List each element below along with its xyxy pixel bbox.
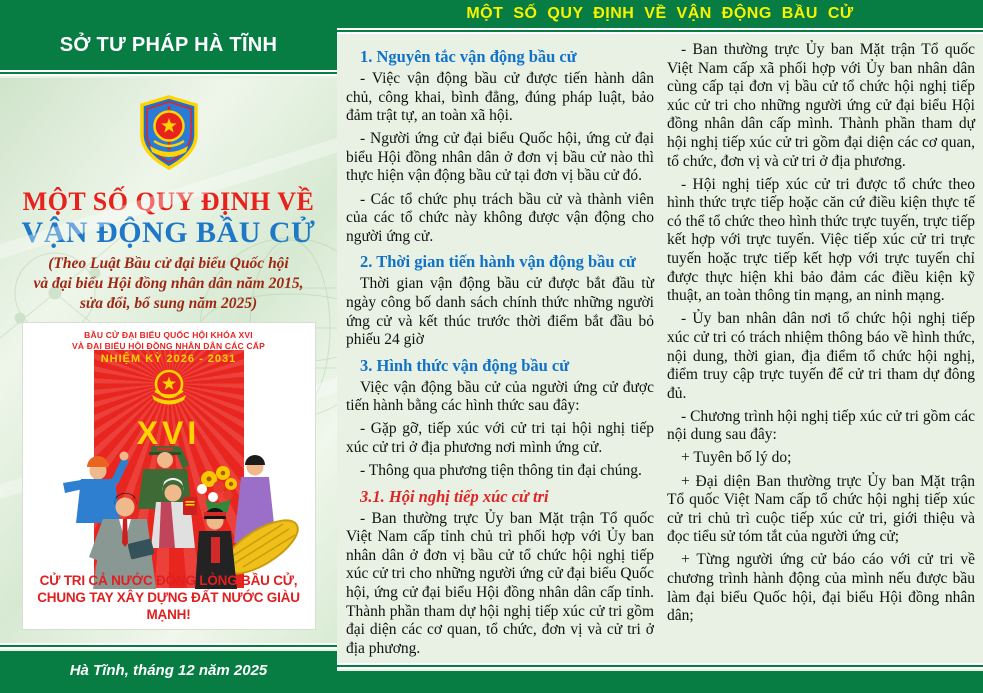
paragraph: - Ủy ban nhân dân nơi tổ chức hội nghị tiếp xúc cử tri có trách nhiệm thông báo về hình thức, nội dung, thời gian, địa điểm tổ chức hội nghị, điểm truy cập trực tuyến để cử tri tham dự đông đủ.: [667, 310, 975, 402]
poster-slogan-line1: CỬ TRI CẢ NƯỚC ĐỒNG LÒNG BẦU CỬ,: [39, 573, 298, 589]
national-assembly-emblem-icon: [145, 367, 193, 413]
paragraph: - Ban thường trực Ủy ban Mặt trận Tổ quốc Việt Nam cấp xã phối hợp với Ủy ban nhân dân cùng cấp tại đơn vị bầu cử tổ chức hội nghị tiếp xúc cử tri cho những người ứng cử đại biểu Hội đồng nhân dân cấp mình. Thành phần tham dự hội nghị tiếp xúc cử tri gồm đại diện các cơ quan, tổ chức, đơn vị và cử tri ở địa phương.: [667, 41, 975, 170]
paragraph: Việc vận động bầu cử của người ứng cử được tiến hành bằng các hình thức sau đây:: [346, 378, 654, 415]
paragraph: - Việc vận động bầu cử được tiến hành dân chủ, công khai, bình đẳng, đúng pháp luật, bảo đảm trật tự, an toàn xã hội.: [346, 70, 654, 125]
paragraph: - Người ứng cử đại biểu Quốc hội, ứng cử đại biểu Hội đồng nhân dân ở đơn vị bầu cử nào thì thực hiện vận động bầu cử tại đơn vị bầu cử đó.: [346, 130, 654, 185]
paragraph: - Thông qua phương tiện thông tin đại chúng.: [360, 462, 642, 480]
poster-header-text: [23, 323, 315, 351]
poster-header-line1: BẦU CỬ ĐẠI BIỂU QUỐC HỘI KHÓA XVI: [84, 329, 253, 340]
right-column: [667, 41, 975, 663]
section-3-heading: 3. Hình thức vận động bầu cử: [360, 355, 570, 375]
paragraph: - Ban thường trực Ủy ban Mặt trận Tổ quốc Việt Nam cấp tỉnh chủ trì phối hợp với Ủy ban nhân dân ở đơn vị bầu cử tổ chức hội nghị tiếp xúc cử tri cho những người ứng cử đại biểu Quốc hội, ứng cử đại biểu Hội đồng nhân dân cấp tỉnh. Thành phần tham dự hội nghị tiếp xúc cử tri gồm đại diện các cơ quan, tổ chức, đơn vị và cử tri ở địa phương.: [346, 509, 654, 657]
paragraph: - Hội nghị tiếp xúc cử tri được tổ chức theo hình thức trực tiếp hoặc căn cứ điều kiện thực tế có thể tổ chức theo hình thức trực tuyến, trực tiếp kết hợp với trực tuyến. Việc tiếp xúc cử tri trực tuyến hoặc trực tiếp kết hợp với trực tuyến chỉ được thực hiện khi bảo đảm các điều kiện kỹ thuật, an toàn thông tin mạng, an ninh mạng.: [667, 175, 975, 305]
leaflet-title-line1: MỘT SỐ QUY ĐỊNH VỀ: [22, 187, 315, 216]
leaflet-subtitle: [0, 254, 337, 314]
left-panel: [0, 0, 337, 693]
paragraph: - Gặp gỡ, tiếp xúc với cử tri tại hội nghị tiếp xúc cử tri ở địa phương nơi mình ứng cử.: [346, 420, 654, 457]
paragraph: - Các tổ chức phụ trách bầu cử và thành viên của các tổ chức này không được vận động cho người ứng cử.: [346, 190, 654, 245]
separator-stripe: [0, 70, 337, 78]
section-3-1-heading: 3.1. Hội nghị tiếp xúc cử tri: [360, 486, 549, 506]
voters-illustration: [23, 437, 315, 589]
subtitle-line: sửa đổi, bổ sung năm 2025): [79, 294, 258, 312]
paragraph: + Đại diện Ban thường trực Ủy ban Mặt trận Tổ quốc Việt Nam cấp tổ chức hội nghị tiếp xúc cử tri chủ trì cuộc tiếp xúc cử tri, giới thiệu và đọc tiểu sử tóm tắt của người ứng cử;: [667, 472, 975, 546]
poster-term-text: NHIỆM KỲ 2026 - 2031: [100, 352, 237, 365]
poster-slogan-line2: CHUNG TAY XÂY DỰNG ĐẤT NƯỚC GIÀU MẠNH!: [37, 590, 300, 623]
leaflet-title-line2: VẬN ĐỘNG BẦU CỬ: [21, 216, 316, 249]
section-1-heading: 1. Nguyên tắc vận động bầu cử: [360, 47, 577, 67]
poster-header-line2: VÀ ĐẠI BIỂU HỘI ĐỒNG NHÂN DÂN CÁC CẤP: [72, 340, 265, 351]
subtitle-line: và đại biểu Hội đồng nhân dân năm 2015,: [33, 274, 304, 292]
election-poster: [23, 323, 315, 629]
separator-stripe: [0, 643, 337, 651]
paragraph: Thời gian vận động bầu cử được bắt đầu từ ngày công bố danh sách chính thức những người ứng cử và kết thúc trước thời điểm bắt đầu bỏ phiếu 24 giờ: [346, 275, 654, 349]
paragraph: + Từng người ứng cử báo cáo với cử tri về chương trình hành động của mình nếu được bầu làm đại biểu Quốc hội, đại biểu Hội đồng nhân dân;: [667, 551, 975, 625]
paragraph: - Chương trình hội nghị tiếp xúc cử tri gồm các nội dung sau đây:: [667, 407, 975, 444]
running-head: MỘT SỐ QUY ĐỊNH VỀ VẬN ĐỘNG BẦU CỬ: [337, 0, 983, 28]
separator-stripe: [337, 663, 983, 671]
two-column-body: [337, 36, 983, 663]
bottom-green-bar: [337, 671, 983, 693]
emblem-wrap: [0, 94, 337, 175]
subtitle-line: (Theo Luật Bầu cử đại biểu Quốc hội: [48, 254, 289, 272]
separator-stripe: [337, 28, 983, 36]
poster-roman-numeral: XVI: [136, 414, 201, 451]
agency-header: SỞ TƯ PHÁP HÀ TĨNH: [0, 0, 337, 70]
middle-column: [346, 41, 654, 663]
content-area: [337, 0, 983, 693]
poster-slogan: [23, 573, 315, 624]
section-2-heading: 2. Thời gian tiến hành vận động bầu cử: [360, 252, 636, 272]
left-panel-body: [0, 78, 337, 643]
place-date-footer: Hà Tĩnh, tháng 12 năm 2025: [0, 651, 337, 693]
justice-department-emblem-icon: [134, 94, 204, 170]
paragraph: + Tuyên bố lý do;: [681, 449, 792, 467]
